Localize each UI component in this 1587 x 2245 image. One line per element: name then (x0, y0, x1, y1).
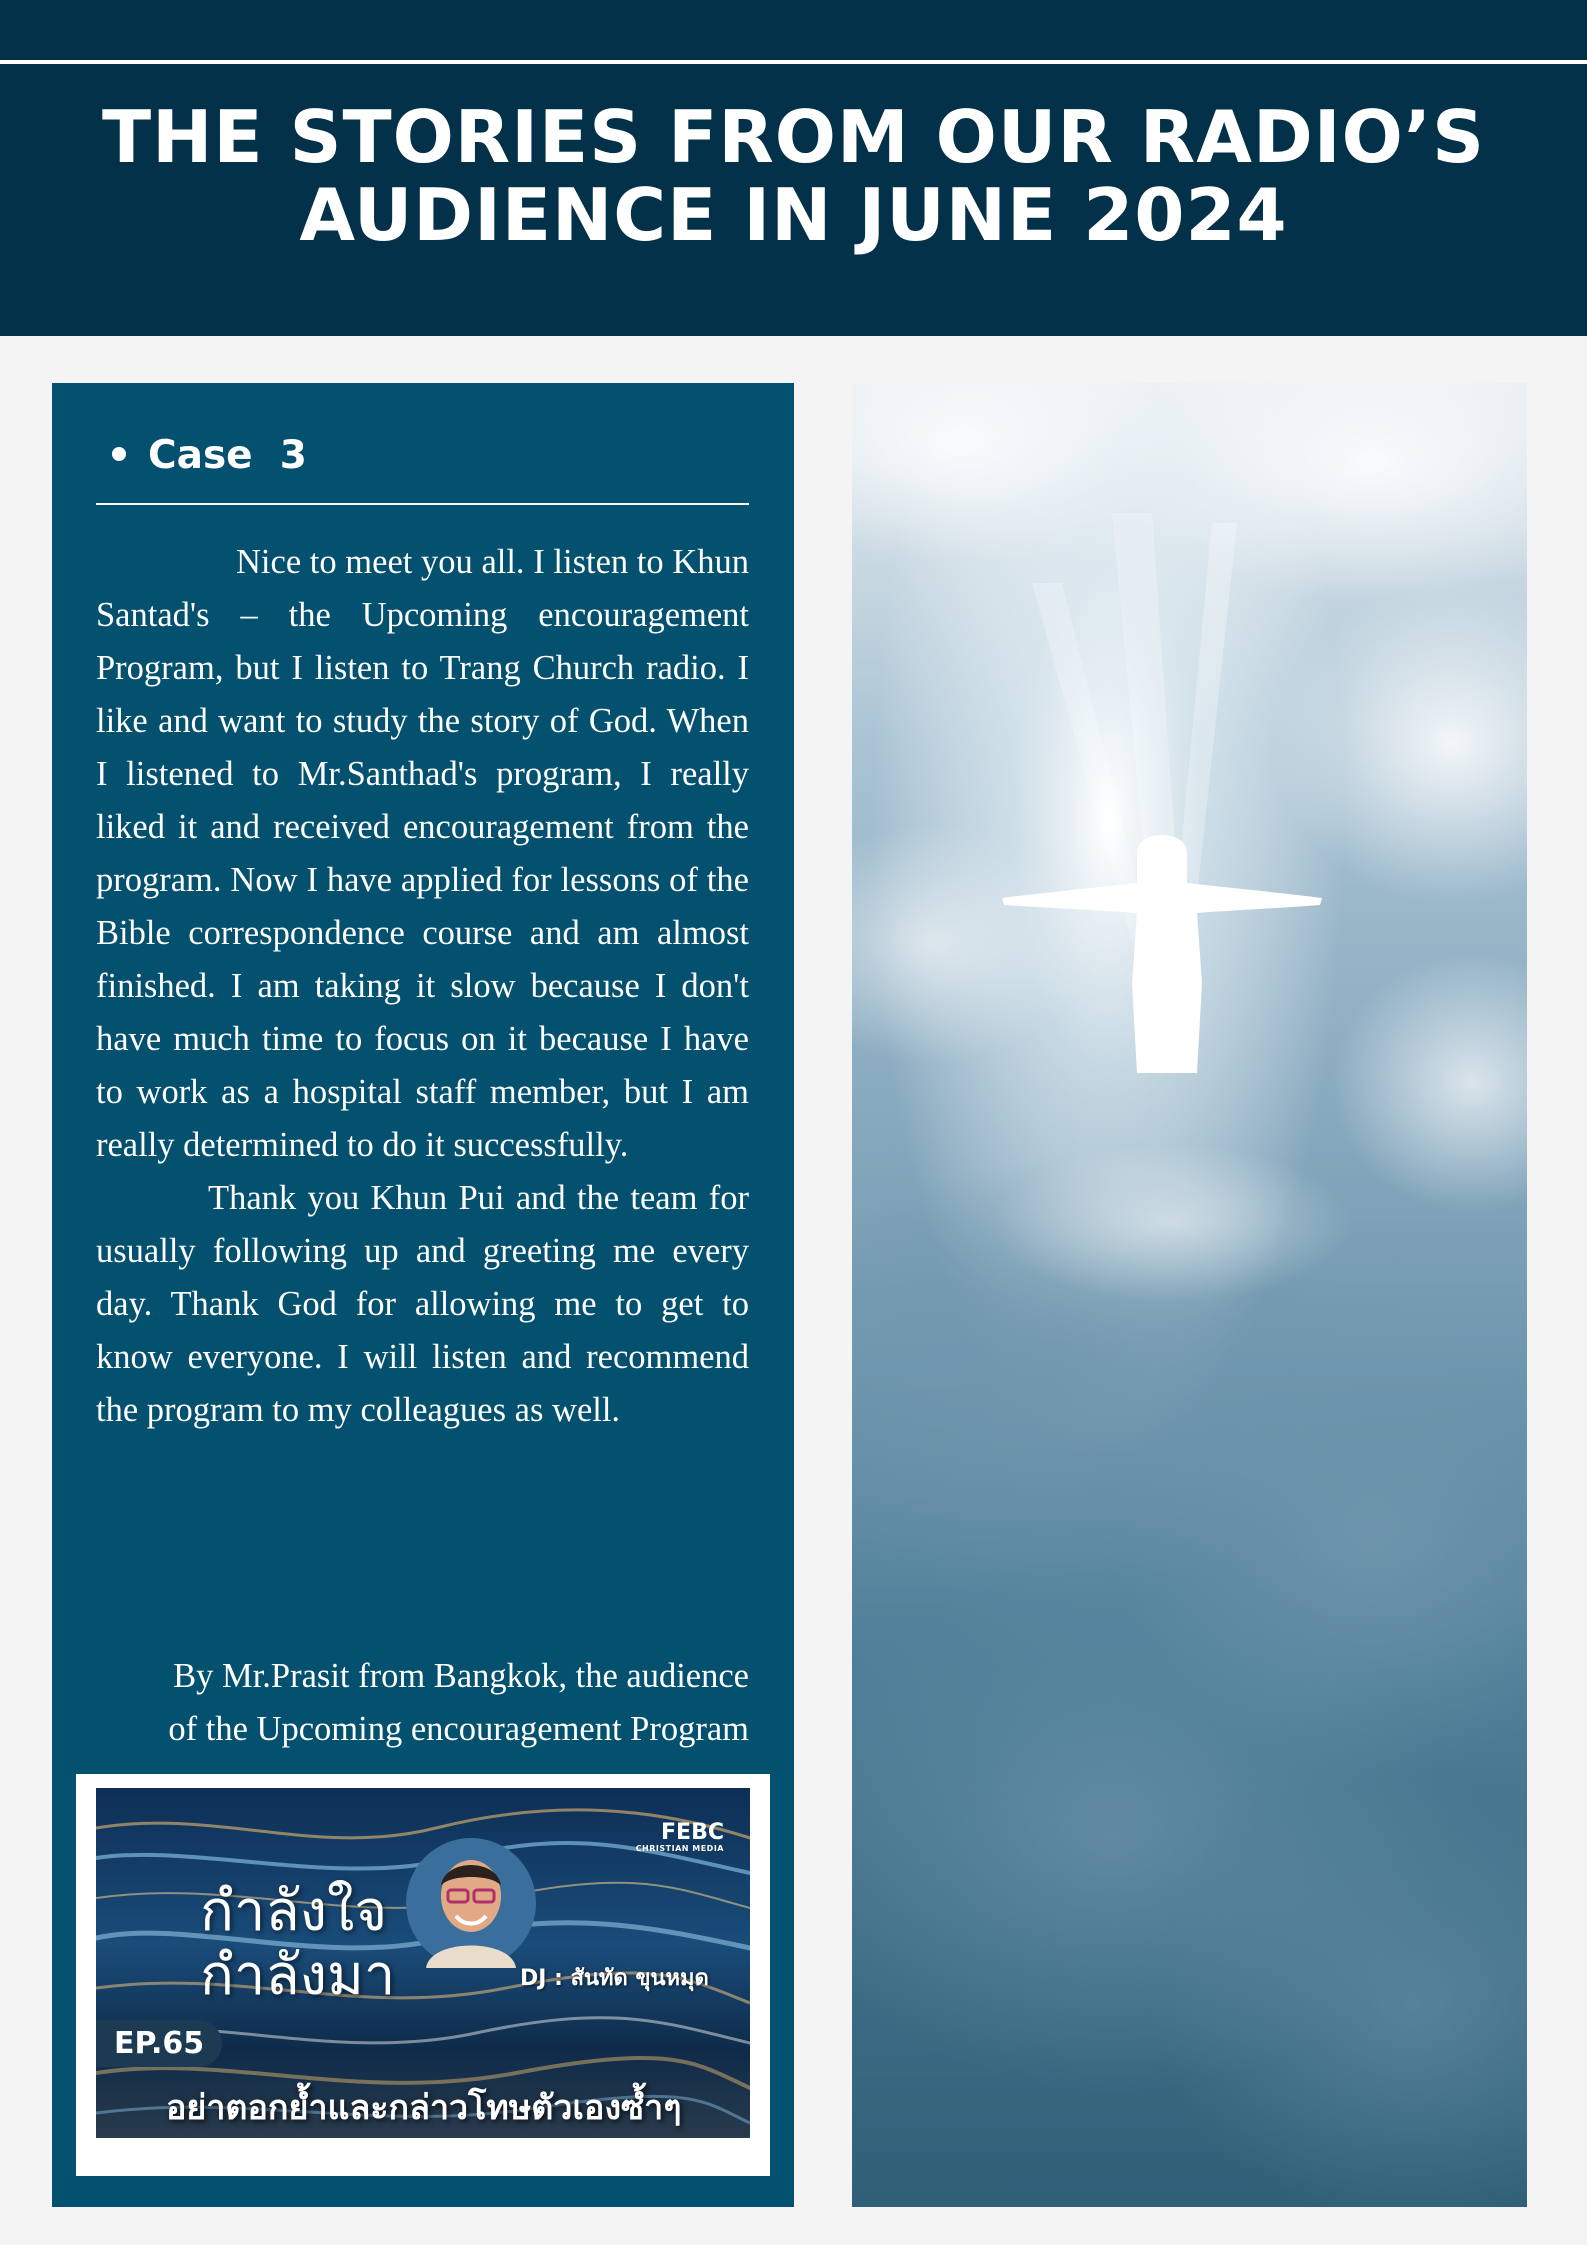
byline-line-1: By Mr.Prasit from Bangkok, the audience (173, 1657, 749, 1695)
page-title (60, 95, 1527, 257)
program-title-line-2: กำลังมา (200, 1943, 396, 2008)
byline-line-2: of the Upcoming encouragement Program (168, 1710, 749, 1748)
story-paragraph-2: Thank you Khun Pui and the team for usually following up and greeting me every day. Thank God for allowing me to get to know everyone. I will listen and recommend the program to my colleagues as well. (96, 1179, 749, 1429)
case-heading (112, 432, 307, 480)
case-divider (96, 503, 749, 505)
program-thumbnail (96, 1788, 750, 2138)
febc-logo-subtext: CHRISTIAN MEDIA (635, 1844, 724, 1853)
program-title-line-1: กำลังใจ (200, 1879, 388, 1944)
dj-name: DJ : สันทัด ขุนหมุด (520, 1966, 709, 1991)
story-text (96, 536, 749, 1437)
header-divider (0, 60, 1587, 64)
dj-portrait (406, 1838, 536, 1968)
title-line-1: THE STORIES FROM OUR RADIO’S (102, 95, 1485, 179)
story-byline (96, 1650, 749, 1756)
case-label: Case 3 (148, 433, 307, 478)
story-paragraph-1: Nice to meet you all. I listen to Khun Santad's – the Upcoming encouragement Program, but I listen to Trang Church radio. I like and want to study the story of God. When I listened to Mr.Santhad's program, I really liked it and received encouragement from the program. Now I have applied for lessons of the Bible correspondence course and am almost finished. I am taking it slow because I don't have much time to focus on it because I have to work as a hospital staff member, but I am really determined to do it successfully. (96, 543, 749, 1164)
title-line-2: AUDIENCE IN JUNE 2024 (299, 173, 1288, 257)
episode-badge: EP.65 (96, 2020, 222, 2067)
episode-title: อย่าตอกย้ำและกล่าวโทษตัวเองซ้ำๆ (166, 2088, 682, 2128)
febc-logo-text: FEBC (661, 1820, 724, 1845)
bullet-icon (112, 447, 126, 461)
christ-statue-clouds-photo (852, 383, 1527, 2207)
sky-illustration (852, 383, 1527, 2207)
febc-logo (636, 1822, 724, 1854)
program-thumbnail-frame (76, 1774, 770, 2176)
